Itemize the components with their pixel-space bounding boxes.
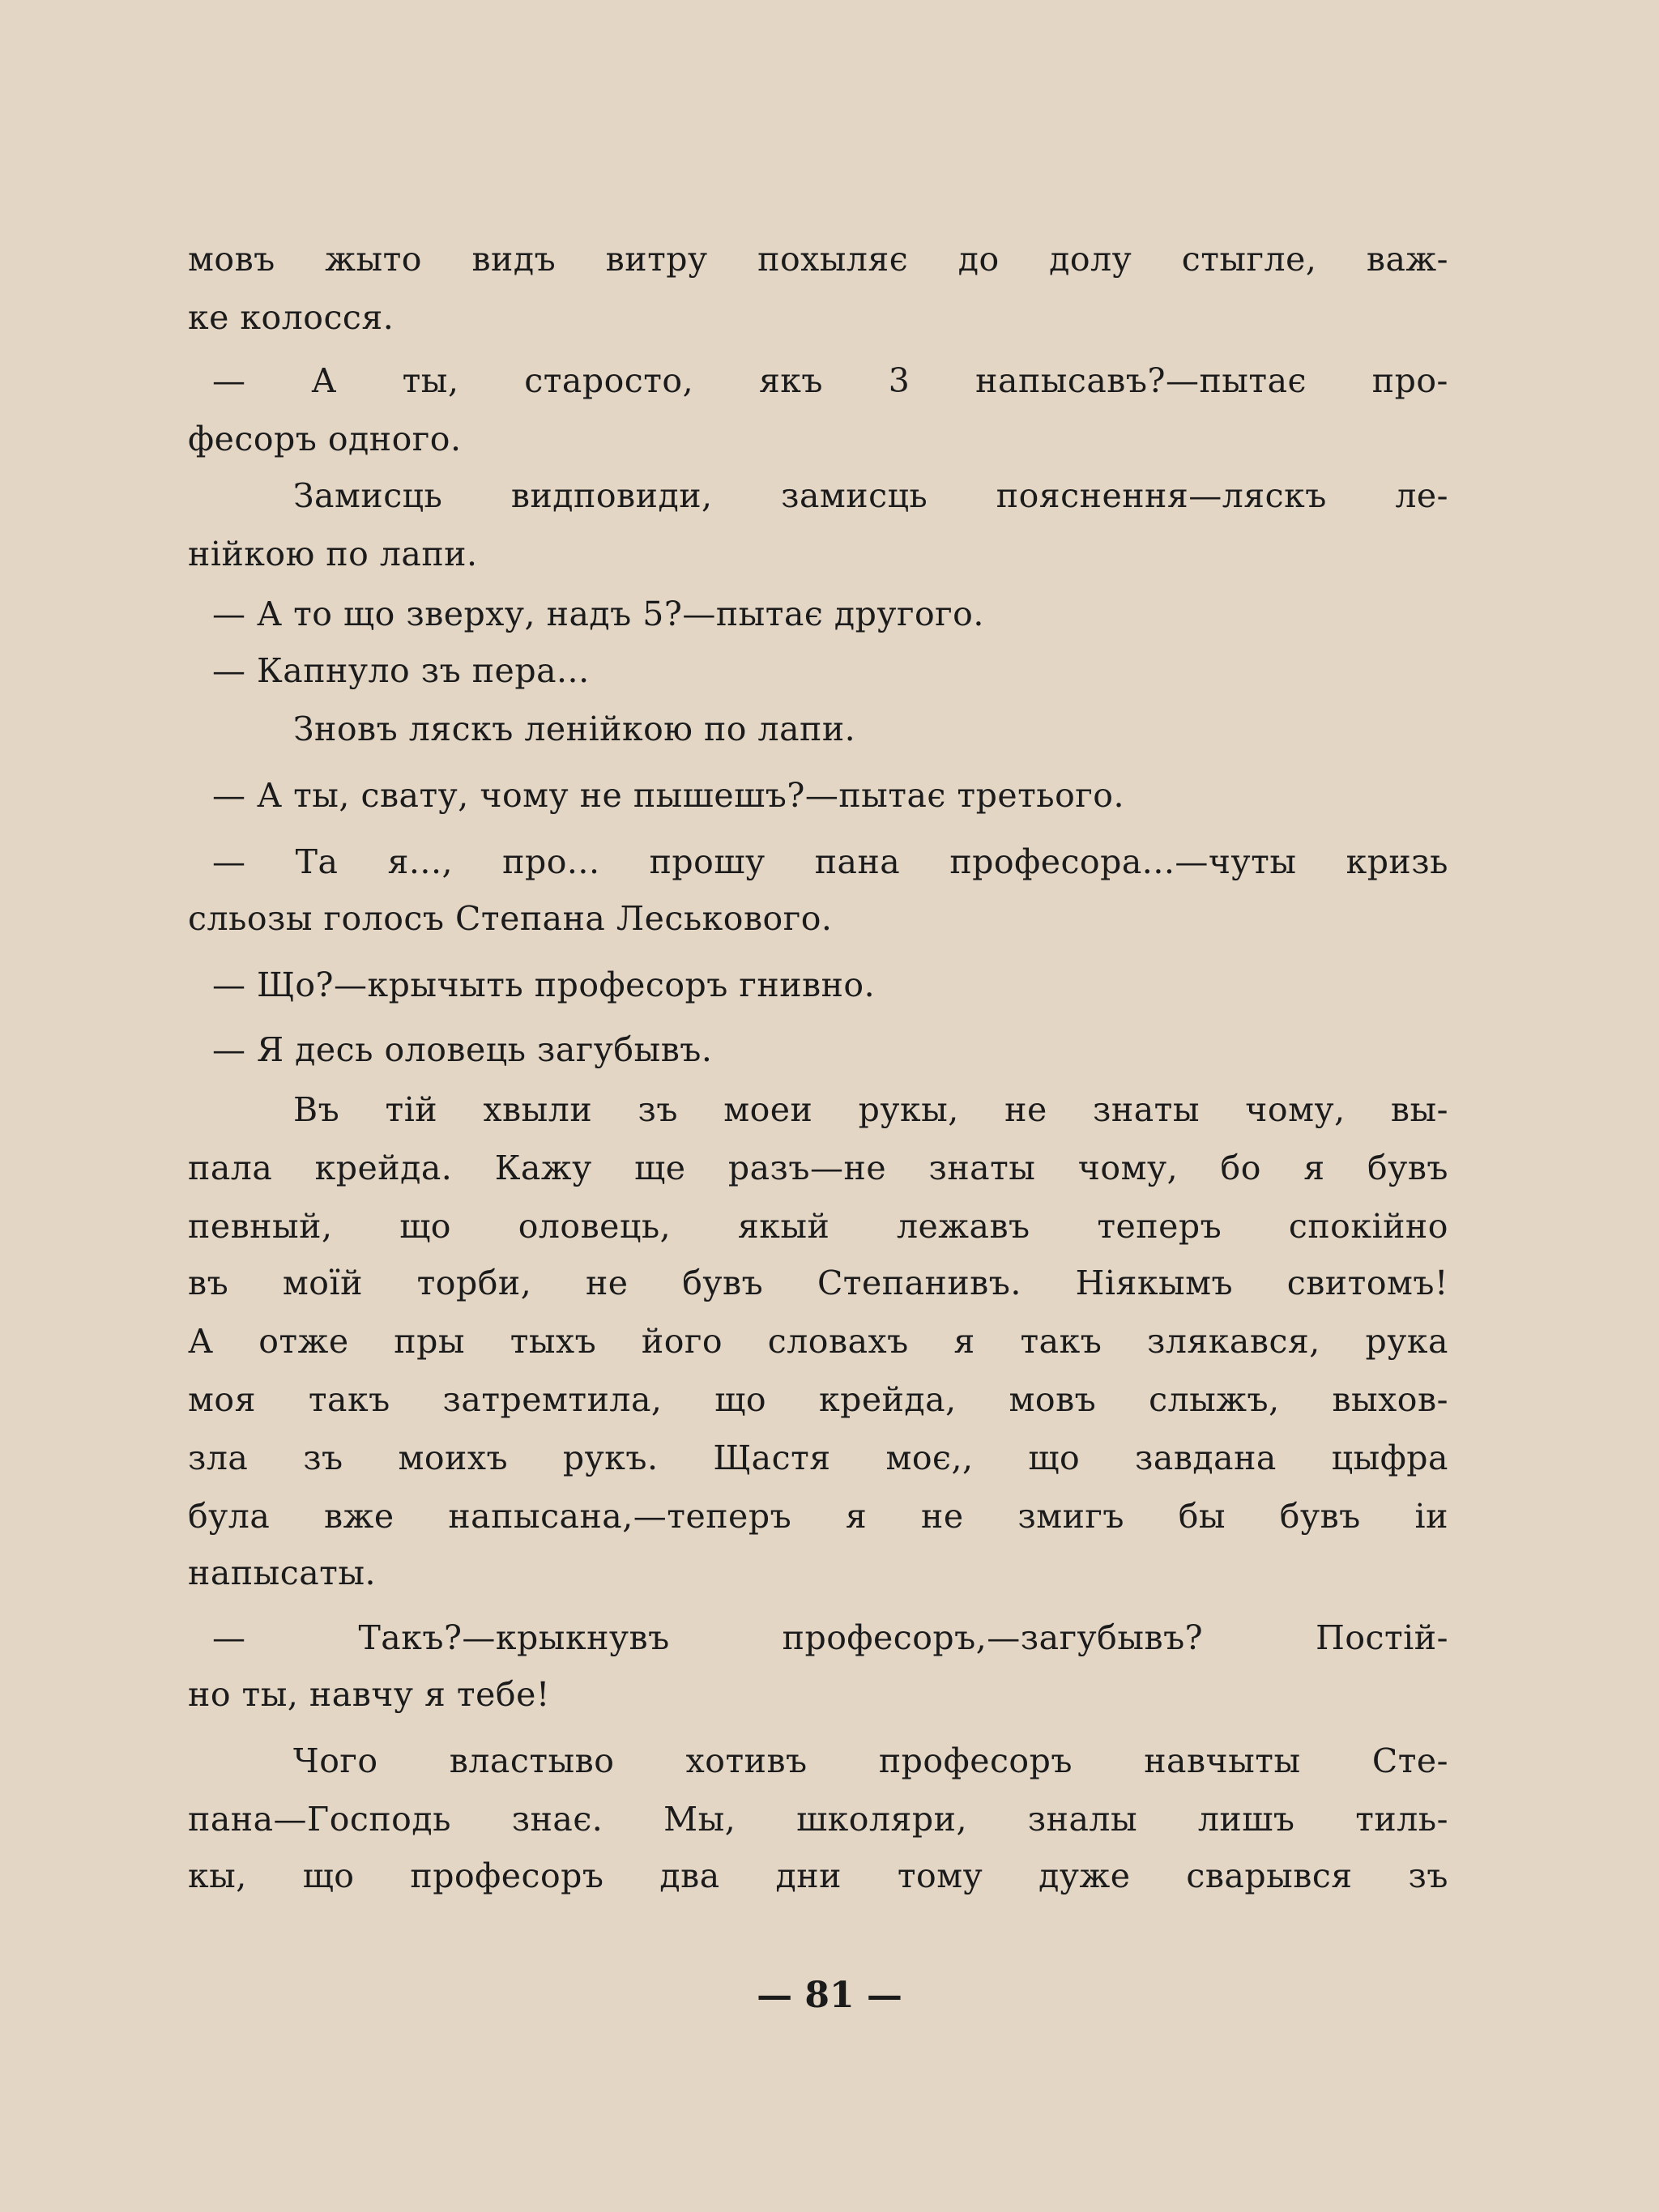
word: бувъ — [1279, 1497, 1361, 1536]
word: чому, — [1245, 1090, 1346, 1129]
word: А — [311, 361, 337, 400]
word: Сте- — [1371, 1741, 1448, 1780]
text-line — [188, 1737, 1448, 1785]
word: видповиди, — [510, 476, 713, 515]
word: моихъ — [398, 1438, 509, 1477]
word: я..., — [387, 842, 454, 881]
text-line: — Капнуло зъ пера... — [212, 651, 590, 690]
word: знаты — [1093, 1090, 1200, 1129]
word: не — [921, 1497, 964, 1536]
word: Ніякымъ — [1075, 1264, 1234, 1302]
word: зла — [188, 1438, 249, 1477]
word: такъ — [308, 1380, 390, 1419]
word: я — [1303, 1149, 1325, 1187]
word: злякався, — [1147, 1322, 1320, 1361]
word: моє,, — [885, 1438, 974, 1477]
word: оловець, — [518, 1207, 672, 1246]
word: його — [641, 1322, 723, 1361]
word: якъ — [758, 361, 824, 400]
word: зъ — [303, 1438, 343, 1477]
word: тиль- — [1355, 1800, 1448, 1839]
word: тій — [385, 1090, 438, 1129]
text-line: — Я десь оловець загубывъ. — [212, 1030, 713, 1069]
text-line: — А то що зверху, надъ 5?—пытає другого. — [212, 595, 984, 633]
word: выхов- — [1332, 1380, 1448, 1419]
word: до — [957, 240, 1000, 279]
word: видъ — [471, 240, 557, 279]
text-line — [188, 1259, 1448, 1307]
text-line — [188, 356, 1448, 405]
word: Чого — [293, 1741, 378, 1780]
text-line — [188, 1085, 1448, 1134]
word: рукы, — [858, 1090, 959, 1129]
word: торби, — [416, 1264, 532, 1302]
word: ты, — [402, 361, 459, 400]
word: мовъ — [1009, 1380, 1097, 1419]
word: такъ — [1020, 1322, 1102, 1361]
word: що — [399, 1207, 451, 1246]
word: моя — [188, 1380, 256, 1419]
word: іи — [1414, 1497, 1448, 1536]
word: свитомъ! — [1286, 1264, 1448, 1302]
text-line — [188, 1144, 1448, 1192]
word: лежавъ — [897, 1207, 1030, 1246]
text-line: ке колосся. — [188, 298, 394, 337]
word: спокійно — [1288, 1207, 1448, 1246]
word: зналы — [1027, 1800, 1138, 1839]
word: бо — [1220, 1149, 1261, 1187]
text-line — [188, 1492, 1448, 1541]
word: прошу — [649, 842, 766, 881]
word: Кажу — [494, 1149, 592, 1187]
word: затремтила, — [442, 1380, 663, 1419]
word: властыво — [449, 1741, 615, 1780]
word: зъ — [1408, 1856, 1448, 1895]
word: про- — [1371, 361, 1448, 400]
word: стыгле, — [1181, 240, 1317, 279]
word: Щастя — [713, 1438, 831, 1477]
word: дуже — [1038, 1856, 1131, 1895]
word: кы, — [188, 1856, 247, 1895]
word: Замисць — [293, 476, 443, 515]
word: бувъ — [682, 1264, 764, 1302]
word: отже — [258, 1322, 349, 1361]
word: ле- — [1395, 476, 1448, 515]
word: тому — [897, 1856, 983, 1895]
word: не — [1004, 1090, 1047, 1129]
word: кризь — [1346, 842, 1448, 881]
word: два — [659, 1856, 720, 1895]
word: не — [585, 1264, 629, 1302]
word: якый — [737, 1207, 830, 1246]
word: разъ—не — [727, 1149, 887, 1187]
word: вы- — [1390, 1090, 1448, 1129]
word: професоръ — [878, 1741, 1073, 1780]
word: моеи — [723, 1090, 813, 1129]
word: пры — [394, 1322, 466, 1361]
word: 3 — [888, 361, 911, 400]
text-line: — Що?—крычыть професоръ гнивно. — [212, 965, 876, 1004]
word: була — [188, 1497, 271, 1536]
word: рука — [1365, 1322, 1448, 1361]
word: рукъ. — [562, 1438, 659, 1477]
word: А — [188, 1322, 214, 1361]
word: знаты — [928, 1149, 1036, 1187]
text-line — [188, 1852, 1448, 1900]
word: слыжъ, — [1149, 1380, 1280, 1419]
word: напысана,—теперъ — [448, 1497, 792, 1536]
word: замисць — [781, 476, 928, 515]
text-line — [188, 1795, 1448, 1843]
word: пана—Господь — [188, 1800, 451, 1839]
word: професоръ — [410, 1856, 604, 1895]
word: змигъ — [1017, 1497, 1124, 1536]
word: зъ — [638, 1090, 678, 1129]
word: жыто — [325, 240, 422, 279]
text-line: сльозы голосъ Степана Леськового. — [188, 899, 833, 938]
word: знає. — [511, 1800, 603, 1839]
word: я — [953, 1322, 975, 1361]
page-number: — 81 — — [757, 1975, 902, 2016]
text-line: фесоръ одного. — [188, 420, 462, 458]
text-line: — А ты, свату, чому не пышешъ?—пытає третього. — [212, 776, 1124, 815]
word: певный, — [188, 1207, 333, 1246]
word: завдана — [1135, 1438, 1277, 1477]
word: крейда, — [818, 1380, 957, 1419]
word: я — [845, 1497, 868, 1536]
word: чому, — [1077, 1149, 1179, 1187]
word: дни — [775, 1856, 842, 1895]
word: професоръ,—загубывъ? — [782, 1618, 1204, 1657]
word: лишъ — [1197, 1800, 1295, 1839]
word: ще — [634, 1149, 686, 1187]
word: Мы, — [663, 1800, 736, 1839]
word: Въ — [293, 1090, 340, 1129]
word: — — [212, 361, 246, 400]
word: хвыли — [483, 1090, 593, 1129]
text-line — [188, 1375, 1448, 1424]
word: моїй — [282, 1264, 363, 1302]
word: пана — [814, 842, 901, 881]
word: професора...—чуты — [949, 842, 1297, 881]
word: Такъ?—крыкнувъ — [358, 1618, 670, 1657]
text-line: нійкою по лапи. — [188, 535, 478, 573]
text-line — [188, 235, 1448, 283]
word: словахъ — [767, 1322, 909, 1361]
word: сварывся — [1186, 1856, 1353, 1895]
word: що — [1028, 1438, 1081, 1477]
text-line — [188, 1202, 1448, 1251]
text-line — [188, 837, 1448, 886]
word: що — [714, 1380, 767, 1419]
word: — — [212, 1618, 246, 1657]
word: пала — [188, 1149, 273, 1187]
word: школяри, — [796, 1800, 968, 1839]
word: теперъ — [1097, 1207, 1222, 1246]
text-line — [188, 1613, 1448, 1662]
text-line — [188, 471, 1448, 520]
word: въ — [188, 1264, 229, 1302]
word: бы — [1178, 1497, 1226, 1536]
text-line — [188, 1434, 1448, 1482]
text-line: Зновъ ляскъ ленійкою по лапи. — [293, 710, 856, 748]
word: витру — [605, 240, 708, 279]
word: Постій- — [1316, 1618, 1448, 1657]
word: навчыты — [1144, 1741, 1301, 1780]
word: тыхъ — [510, 1322, 597, 1361]
text-line — [188, 1317, 1448, 1366]
word: що — [302, 1856, 355, 1895]
word: Та — [295, 842, 339, 881]
word: похыляє — [757, 240, 909, 279]
word: цыфра — [1331, 1438, 1448, 1477]
word: старосто, — [524, 361, 694, 400]
word: хотивъ — [685, 1741, 808, 1780]
word: про... — [502, 842, 600, 881]
word: важ- — [1366, 240, 1448, 279]
word: напысавъ?—пытає — [975, 361, 1307, 400]
word: мовъ — [188, 240, 275, 279]
word: Степанивъ. — [817, 1264, 1021, 1302]
word: пояснення—ляскъ — [996, 476, 1327, 515]
word: долу — [1049, 240, 1132, 279]
word: — — [212, 842, 246, 881]
word: вже — [324, 1497, 394, 1536]
word: крейда. — [314, 1149, 453, 1187]
text-line: напысаты. — [188, 1554, 376, 1592]
word: бувъ — [1367, 1149, 1448, 1187]
text-line: но ты, навчу я тебе! — [188, 1675, 550, 1714]
